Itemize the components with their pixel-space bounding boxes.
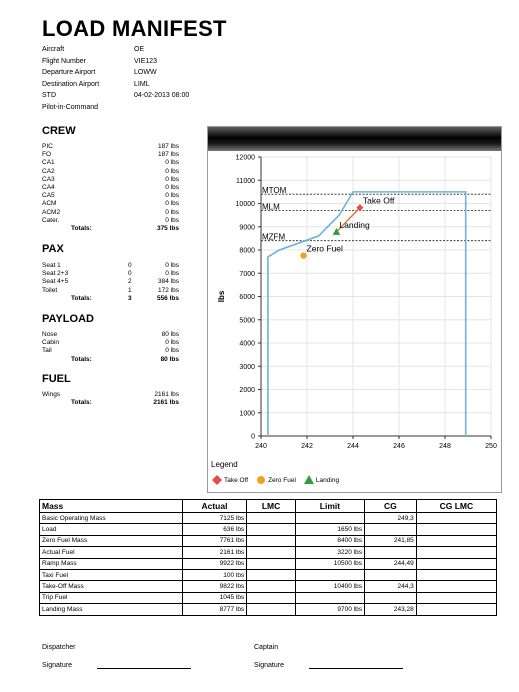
column-header: CG LMC	[416, 500, 496, 513]
crew-item-value: 187 lbs	[158, 151, 179, 159]
table-row	[40, 569, 497, 580]
cell-limit: 10400 lbs	[295, 581, 364, 592]
info-row	[42, 102, 189, 114]
table-row	[40, 581, 497, 592]
weight-balance-chart-panel	[207, 126, 502, 493]
limit-label-mzfm: MZFM	[262, 232, 286, 242]
crew-item-name: CA3	[42, 175, 55, 183]
info-label: Destination Airport	[42, 80, 100, 88]
cell-limit	[295, 592, 364, 603]
pax-totals-count: 3	[128, 294, 132, 302]
cell-lmc	[247, 569, 296, 580]
cell-cg: 244,3	[365, 581, 417, 592]
info-label: STD	[42, 92, 56, 100]
pax-totals-label: Totals:	[71, 294, 92, 302]
legend-item	[212, 475, 248, 485]
info-row	[42, 90, 189, 102]
legend-label: Landing	[315, 476, 340, 484]
cell-limit: 9700 lbs	[295, 604, 364, 615]
y-axis-label: lbs	[217, 290, 226, 303]
point-label-take-off: Take Off	[362, 195, 395, 206]
pax-item-value: 0 lbs	[165, 262, 179, 269]
pax-item-value: 384 lbs	[158, 278, 179, 286]
payload-item-name: Cabin	[42, 339, 59, 347]
table-row	[40, 592, 497, 603]
cell-cglmc	[416, 569, 496, 580]
chart-legend	[212, 475, 347, 485]
crew-row	[42, 200, 179, 208]
cell-actual: 8777 lbs	[182, 604, 246, 615]
legend-label: Zero Fuel	[268, 476, 296, 484]
dispatcher-signature-line	[97, 668, 191, 669]
page-title: LOAD MANIFEST	[42, 16, 227, 41]
pax-totals-value: 556 lbs	[156, 294, 179, 302]
cell-cglmc	[416, 547, 496, 558]
crew-item-value: 0 lbs	[165, 183, 179, 191]
cell-lmc	[247, 524, 296, 535]
y-tick-label: 0	[251, 433, 255, 441]
cell-mass: Actual Fuel	[40, 547, 183, 558]
cell-cg: 243,28	[365, 604, 417, 615]
cell-actual: 100 lbs	[182, 569, 246, 580]
cell-cg: 241,85	[365, 535, 417, 546]
y-tick-label: 2000	[239, 387, 255, 394]
payload-item-value: 80 lbs	[161, 331, 179, 338]
cell-lmc	[247, 535, 296, 546]
y-tick-label: 10000	[235, 201, 255, 208]
cell-lmc	[247, 592, 296, 603]
crew-item-name: CA1	[42, 159, 55, 167]
legend-triangle-icon	[304, 475, 314, 485]
y-tick-label: 6000	[239, 294, 255, 301]
payload-row	[42, 339, 179, 347]
pax-totals-row	[42, 295, 179, 303]
crew-item-value: 0 lbs	[165, 167, 179, 175]
legend-circle-icon	[256, 475, 266, 485]
fuel-item-value: 2161 lbs	[154, 391, 179, 398]
table-row	[40, 558, 497, 569]
table-row	[40, 524, 497, 535]
y-tick-label: 11000	[236, 177, 255, 185]
info-row	[42, 79, 189, 91]
crew-item-value: 0 lbs	[165, 208, 179, 216]
payload-item-value: 0 lbs	[165, 347, 179, 355]
cell-lmc	[247, 581, 296, 592]
pax-item-count: 1	[128, 286, 132, 294]
column-header: Mass	[40, 500, 183, 513]
payload-item-value: 0 lbs	[165, 339, 179, 347]
column-header: Actual	[182, 500, 246, 513]
pax-row	[42, 287, 179, 295]
crew-item-value: 187 lbs	[158, 143, 179, 150]
weight-balance-chart	[208, 151, 501, 481]
table-row	[40, 513, 497, 524]
column-header: CG	[365, 500, 417, 513]
pax-row	[42, 262, 179, 270]
info-value: LIML	[134, 80, 150, 88]
cell-cg	[365, 592, 417, 603]
fuel-heading: FUEL	[42, 373, 71, 385]
y-tick-label: 5000	[239, 317, 255, 325]
cell-cglmc	[416, 558, 496, 569]
crew-item-name: CA2	[42, 167, 55, 175]
y-tick-label: 3000	[239, 363, 255, 371]
x-tick-label: 244	[347, 443, 359, 450]
info-value: 04-02-2013 08:00	[134, 92, 190, 100]
info-label: Departure Airport	[42, 69, 96, 77]
dispatcher-label: Dispatcher	[42, 644, 76, 651]
cell-mass: Landing Mass	[40, 604, 183, 615]
info-label: Pilot-in-Command	[42, 103, 99, 111]
cell-cglmc	[416, 535, 496, 546]
cell-limit	[295, 513, 364, 524]
legend-diamond-icon	[212, 475, 222, 485]
pax-item-name: Seat 1	[42, 262, 61, 269]
crew-row	[42, 217, 179, 225]
captain-signature-line	[309, 668, 403, 669]
crew-heading: CREW	[42, 125, 76, 137]
crew-row	[42, 176, 179, 184]
pax-list	[42, 262, 179, 303]
payload-row	[42, 331, 179, 339]
payload-totals-row	[42, 356, 179, 364]
cell-lmc	[247, 558, 296, 569]
cell-limit: 8400 lbs	[295, 535, 364, 546]
cell-mass: Zero Fuel Mass	[40, 535, 183, 546]
flight-info	[42, 44, 189, 114]
cell-cg: 249,3	[365, 513, 417, 524]
payload-heading: PAYLOAD	[42, 313, 94, 325]
crew-item-name: CA4	[42, 183, 55, 191]
crew-item-value: 0 lbs	[165, 192, 179, 200]
captain-signature-label: Signature	[254, 662, 284, 669]
y-tick-label: 1000	[239, 410, 255, 418]
legend-item	[256, 475, 296, 485]
crew-row	[42, 151, 179, 159]
payload-item-name: Nose	[42, 331, 58, 338]
y-tick-label: 9000	[239, 224, 255, 232]
cell-cglmc	[416, 592, 496, 603]
crew-row	[42, 159, 179, 167]
crew-item-value: 0 lbs	[165, 216, 179, 224]
payload-row	[42, 347, 179, 355]
crew-row	[42, 168, 179, 176]
cell-actual: 7761 lbs	[182, 535, 246, 546]
table-row	[40, 604, 497, 615]
pax-item-value: 0 lbs	[165, 270, 179, 278]
cell-actual: 636 lbs	[182, 524, 246, 535]
cell-cg	[365, 569, 417, 580]
x-tick-label: 240	[255, 443, 267, 450]
info-row	[42, 67, 189, 79]
cell-limit: 10500 lbs	[295, 558, 364, 569]
pax-item-count: 0	[128, 270, 132, 278]
table-row	[40, 547, 497, 558]
payload-totals-value: 80 lbs	[160, 355, 179, 363]
limit-label-mlm: MLM	[262, 202, 280, 212]
y-tick-label: 7000	[239, 270, 255, 278]
cell-cg	[365, 547, 417, 558]
cell-mass: Trip Fuel	[40, 592, 183, 603]
column-header: LMC	[247, 500, 296, 513]
crew-totals-label: Totals:	[71, 224, 92, 232]
crew-item-value: 0 lbs	[165, 200, 179, 208]
dispatcher-signature-label: Signature	[42, 662, 72, 669]
crew-item-name: Cater.	[42, 216, 60, 224]
cell-actual: 2161 lbs	[182, 547, 246, 558]
pax-item-count: 0	[128, 262, 132, 269]
cell-limit	[295, 569, 364, 580]
y-tick-label: 12000	[235, 154, 255, 162]
x-tick-label: 242	[301, 443, 313, 450]
info-row	[42, 44, 189, 56]
cell-mass: Basic Operating Mass	[40, 513, 183, 524]
cell-mass: Ramp Mass	[40, 558, 183, 569]
fuel-row	[42, 391, 179, 399]
pax-row	[42, 278, 179, 286]
crew-item-value: 0 lbs	[165, 175, 179, 183]
pax-item-name: Seat 4+5	[42, 278, 69, 286]
cell-mass: Take-Off Mass	[40, 581, 183, 592]
cell-cglmc	[416, 581, 496, 592]
crew-item-value: 0 lbs	[165, 159, 179, 167]
cell-actual: 9822 lbs	[182, 581, 246, 592]
cell-cglmc	[416, 604, 496, 615]
pax-row	[42, 270, 179, 278]
cell-lmc	[247, 513, 296, 524]
payload-totals-label: Totals:	[71, 355, 92, 363]
point-label-landing: Landing	[339, 219, 370, 230]
fuel-totals-label: Totals:	[71, 399, 92, 407]
column-header: Limit	[295, 500, 364, 513]
crew-row	[42, 209, 179, 217]
mass-table	[39, 499, 497, 616]
pax-item-count: 2	[128, 278, 132, 286]
captain-label: Captain	[254, 644, 279, 651]
cell-limit: 3220 lbs	[295, 547, 364, 558]
cell-mass: Taxi Fuel	[40, 569, 183, 580]
cell-cg	[365, 524, 417, 535]
info-label: Flight Number	[42, 57, 86, 65]
info-value: VIE123	[134, 57, 157, 65]
cell-limit: 1650 lbs	[295, 524, 364, 535]
chart-header-bar	[208, 127, 501, 151]
cell-actual: 1045 lbs	[182, 592, 246, 603]
cell-cg: 244,49	[365, 558, 417, 569]
cell-mass: Load	[40, 524, 183, 535]
pax-item-value: 172 lbs	[158, 286, 179, 294]
fuel-item-name: Wings	[42, 391, 61, 398]
table-row	[40, 535, 497, 546]
crew-item-name: FO	[42, 151, 52, 159]
point-label-zero-fuel: Zero Fuel	[306, 243, 343, 254]
crew-totals-row	[42, 225, 179, 233]
legend-label: Take Off	[224, 476, 249, 484]
x-tick-label: 248	[439, 443, 451, 450]
crew-item-name: ACM	[42, 200, 57, 208]
pax-heading: PAX	[42, 243, 64, 255]
y-tick-label: 4000	[239, 340, 255, 348]
x-tick-label: 246	[393, 443, 405, 450]
cell-cglmc	[416, 513, 496, 524]
pax-item-name: Toilet	[42, 286, 58, 294]
crew-row	[42, 143, 179, 151]
cell-actual: 7125 lbs	[182, 513, 246, 524]
fuel-totals-row	[42, 399, 179, 407]
limit-label-mtom: MTOM	[262, 186, 287, 196]
payload-list	[42, 331, 179, 364]
cell-lmc	[247, 547, 296, 558]
fuel-totals-value: 2161 lbs	[153, 399, 179, 407]
cell-cglmc	[416, 524, 496, 535]
info-row	[42, 56, 189, 68]
fuel-list	[42, 391, 179, 407]
pax-item-name: Seat 2+3	[42, 270, 69, 278]
crew-item-name: CA5	[42, 192, 55, 200]
crew-item-name: PIC	[42, 143, 53, 150]
info-value: LOWW	[134, 69, 157, 77]
crew-row	[42, 184, 179, 192]
crew-row	[42, 192, 179, 200]
legend-item	[304, 475, 339, 485]
payload-item-name: Tail	[42, 347, 52, 355]
info-label: Aircraft	[42, 46, 65, 53]
info-value: OE	[134, 46, 145, 53]
x-tick-label: 250	[485, 443, 497, 450]
legend-title: Legend	[211, 460, 238, 469]
cell-actual: 9922 lbs	[182, 558, 246, 569]
crew-list	[42, 143, 179, 233]
cell-lmc	[247, 604, 296, 615]
y-tick-label: 8000	[239, 247, 255, 255]
crew-totals-value: 375 lbs	[156, 224, 179, 232]
mass-table-header	[40, 500, 497, 513]
crew-item-name: ACM2	[42, 208, 61, 216]
